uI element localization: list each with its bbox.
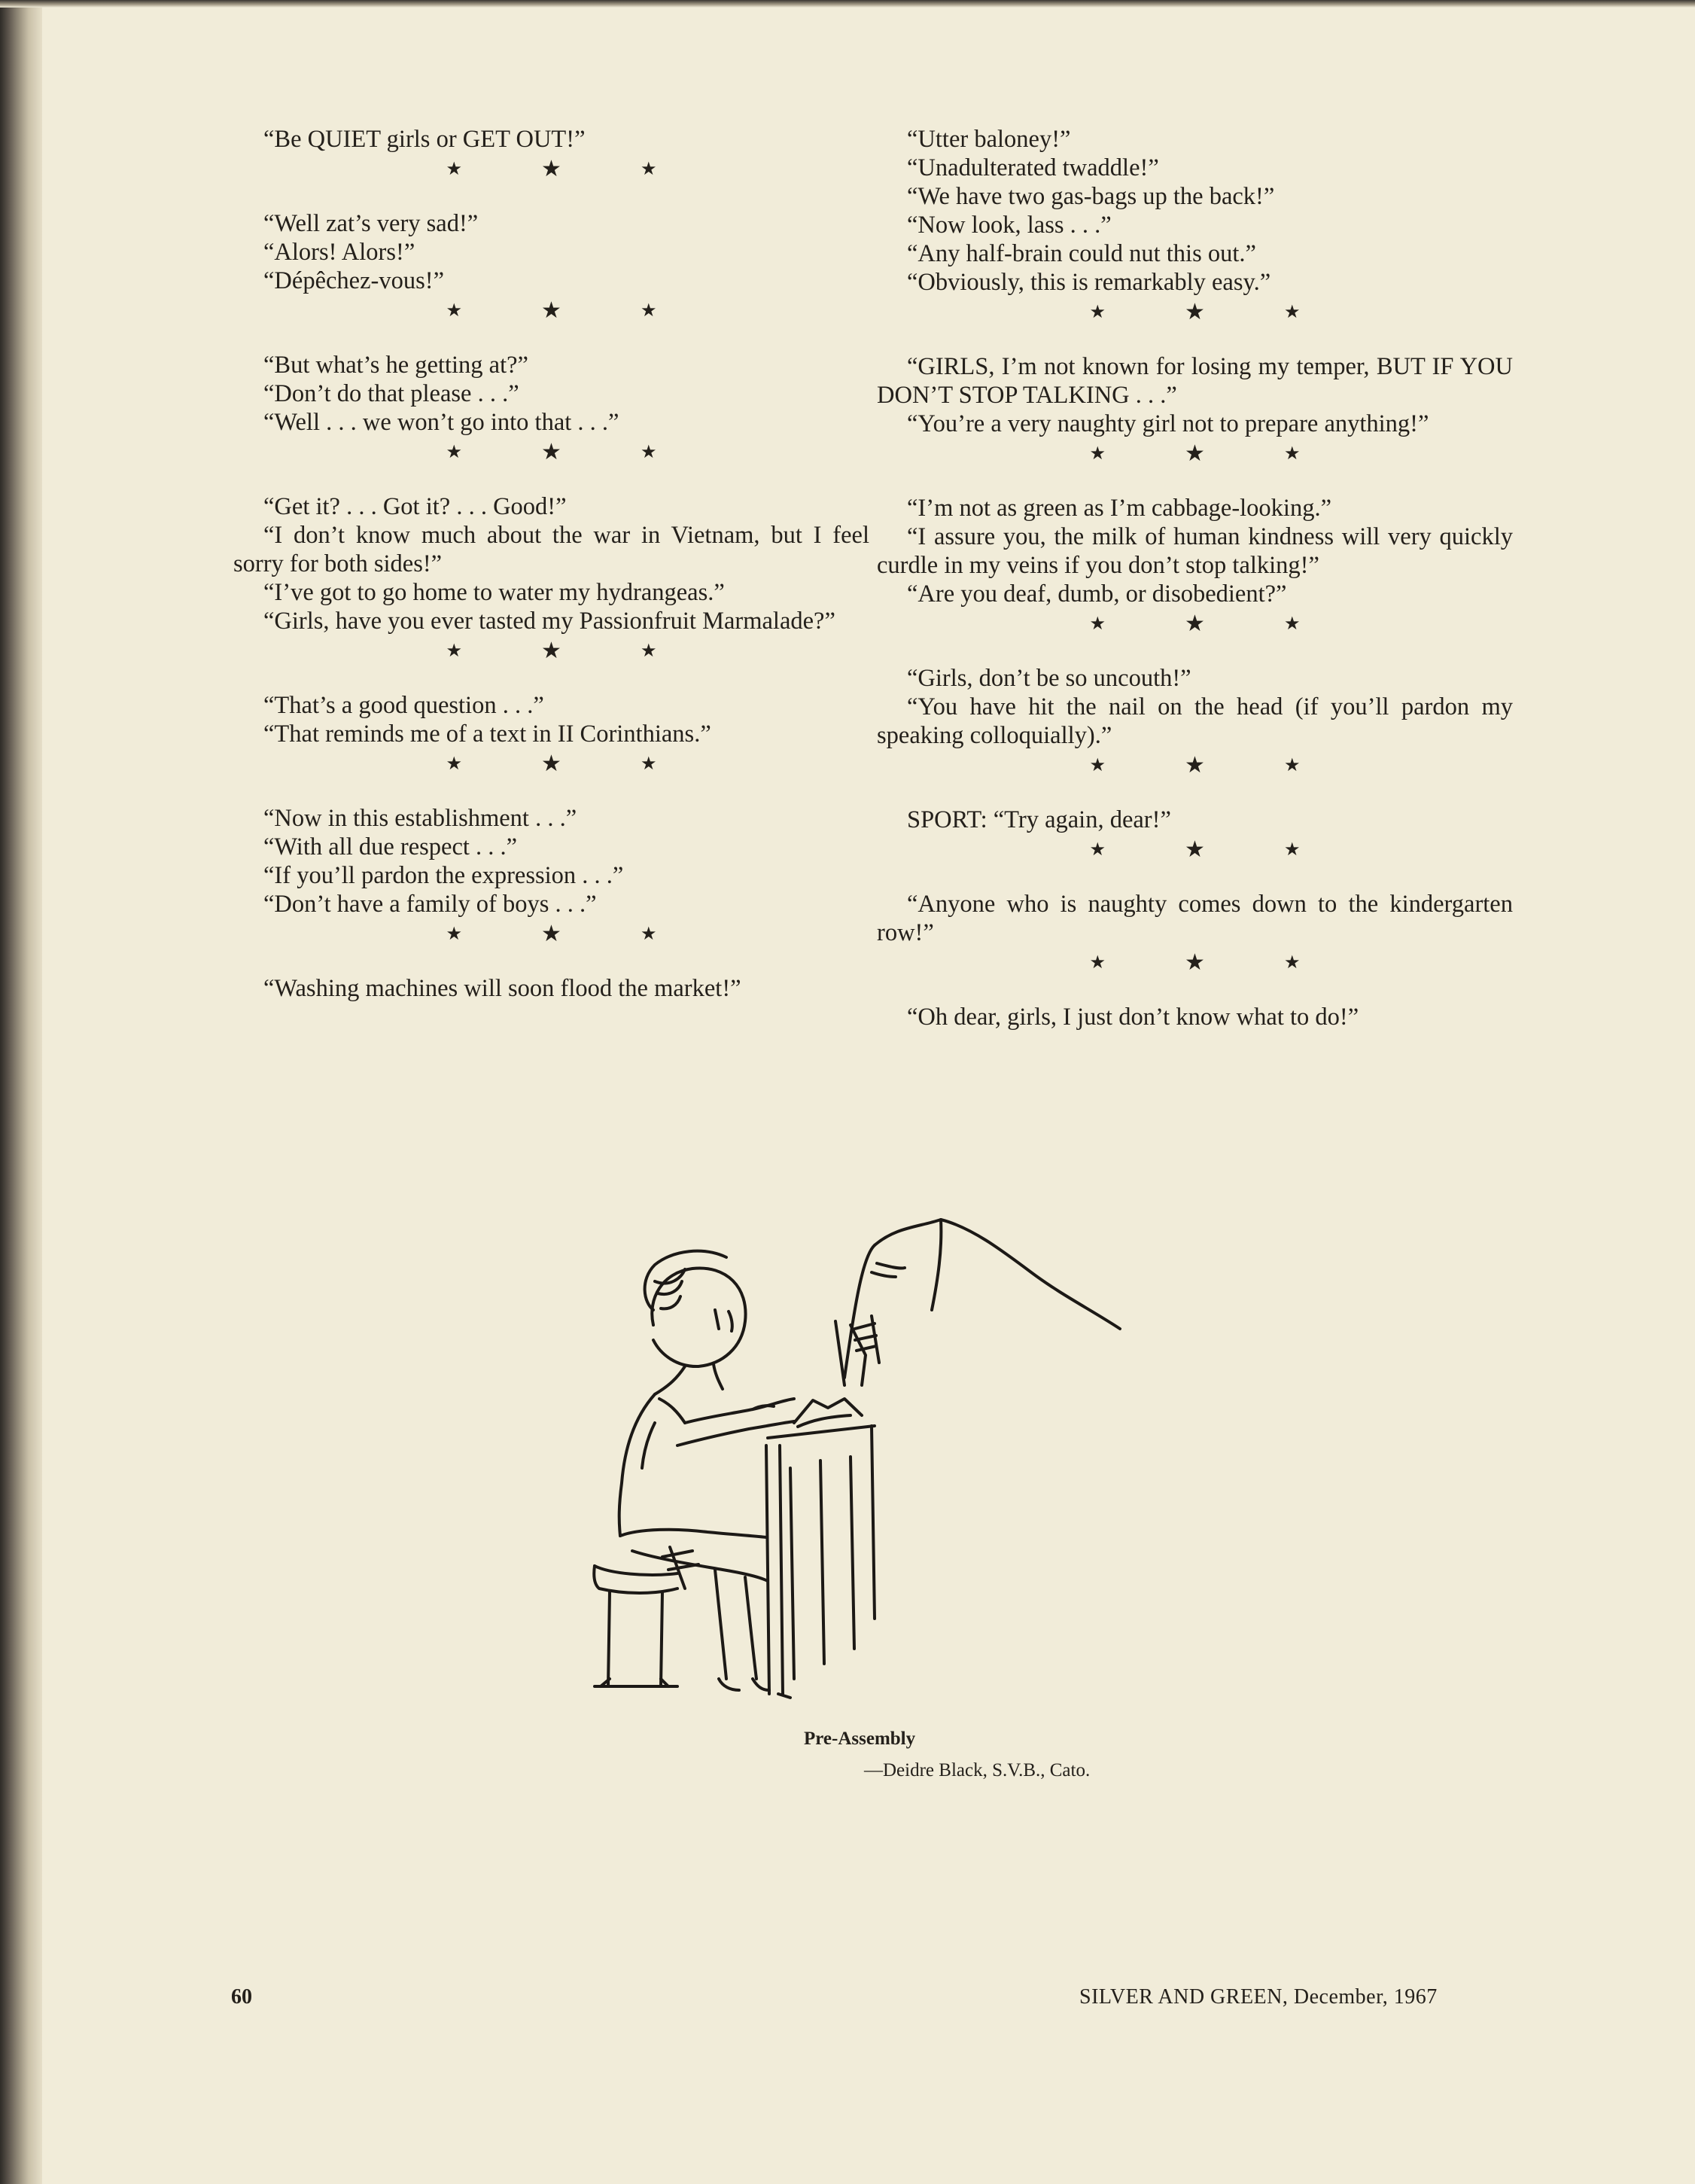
quote-block <box>233 974 869 1003</box>
illustration-caption-credit: —Deidre Black, S.V.B., Cato. <box>864 1760 1091 1780</box>
quote-paragraph: “You have hit the nail on the head (if you’ll pardon my speaking colloquially).” <box>877 693 1513 749</box>
star-icon: ★ <box>541 751 561 776</box>
quote-line: “Obviously, this is remarkably easy.” <box>907 269 1271 296</box>
quote-line: “Oh dear, girls, I just don’t know what to do!” <box>907 1004 1359 1031</box>
page-number: 60 <box>231 1985 252 2009</box>
star-icon: ★ <box>1185 837 1205 862</box>
quote-line: “Don’t do that please . . .” <box>263 380 519 407</box>
quote-line: “Now in this establishment . . .” <box>263 805 577 832</box>
quote-paragraph: “You’re a very naughty girl not to prepare anything!” <box>907 410 1429 437</box>
star-icon: ★ <box>446 160 463 179</box>
star-icon: ★ <box>1185 611 1205 636</box>
quote-line: “Any half-brain could nut this out.” <box>907 240 1256 267</box>
star-separator <box>877 298 1513 327</box>
star-separator <box>877 949 1513 977</box>
star-icon: ★ <box>1185 441 1205 466</box>
left-column <box>233 125 869 1003</box>
star-separator <box>877 440 1513 468</box>
star-icon: ★ <box>640 641 657 661</box>
star-icon: ★ <box>541 440 561 465</box>
star-separator <box>233 155 869 184</box>
quote-paragraph: “I don’t know much about the war in Vietnam, but I feel sorry for both sides!” <box>233 522 869 577</box>
star-separator <box>877 751 1513 780</box>
quote-paragraph: “Anyone who is naughty comes down to the kindergarten row!” <box>877 891 1513 946</box>
quote-block <box>233 351 869 437</box>
quote-line: “If you’ll pardon the expression . . .” <box>263 862 624 889</box>
page-top-edge <box>0 0 1695 8</box>
piano-girl-illustration <box>564 1197 1242 1724</box>
star-icon: ★ <box>640 301 657 321</box>
star-icon: ★ <box>640 924 657 944</box>
star-icon: ★ <box>541 298 561 323</box>
star-icon: ★ <box>640 443 657 462</box>
quote-block <box>233 209 869 295</box>
quote-paragraph: “I’m not as green as I’m cabbage-looking.” <box>907 495 1332 522</box>
star-icon: ★ <box>1089 953 1106 973</box>
quote-line: “Alors! Alors!” <box>263 239 415 266</box>
star-icon: ★ <box>1283 953 1301 973</box>
star-separator <box>877 610 1513 638</box>
quote-block <box>877 1003 1513 1031</box>
star-icon: ★ <box>446 754 463 774</box>
running-footer-title: SILVER AND GREEN, December, 1967 <box>1079 1985 1438 2009</box>
quote-line: “That’s a good question . . .” <box>263 692 544 719</box>
quote-paragraph: “Girls, don’t be so uncouth!” <box>907 665 1191 692</box>
star-icon: ★ <box>446 924 463 944</box>
quote-line: “Washing machines will soon flood the market!” <box>263 975 741 1002</box>
star-icon: ★ <box>1283 756 1301 775</box>
star-icon: ★ <box>1089 840 1106 860</box>
star-icon: ★ <box>446 301 463 321</box>
star-icon: ★ <box>1185 950 1205 975</box>
quote-line: “We have two gas-bags up the back!” <box>907 183 1275 210</box>
quote-line: “Now look, lass . . .” <box>907 212 1112 239</box>
quote-paragraph: “Are you deaf, dumb, or disobedient?” <box>907 580 1287 608</box>
quote-line: “With all due respect . . .” <box>263 833 518 861</box>
quote-block <box>233 125 869 154</box>
quote-paragraph: “GIRLS, I’m not known for losing my temper, BUT IF YOU DON’T STOP TALKING . . .” <box>877 353 1513 409</box>
book-binding-edge <box>0 0 42 2184</box>
right-column <box>877 125 1513 1031</box>
quote-paragraph: “I’ve got to go home to water my hydrangeas.” <box>263 579 725 606</box>
quote-line: “Unadulterated twaddle!” <box>907 154 1159 181</box>
star-icon: ★ <box>1185 753 1205 778</box>
star-icon: ★ <box>640 160 657 179</box>
star-icon: ★ <box>1185 300 1205 324</box>
star-icon: ★ <box>541 157 561 181</box>
quote-block <box>233 804 869 918</box>
star-separator <box>233 438 869 467</box>
quote-paragraph: “Get it? . . . Got it? . . . Good!” <box>263 493 567 520</box>
quote-block <box>877 125 1513 297</box>
quote-block <box>877 494 1513 608</box>
quote-line: SPORT: “Try again, dear!” <box>907 806 1171 833</box>
star-icon: ★ <box>541 638 561 663</box>
star-icon: ★ <box>1283 444 1301 464</box>
quote-block <box>233 492 869 635</box>
star-icon: ★ <box>1089 756 1106 775</box>
star-icon: ★ <box>640 754 657 774</box>
star-separator <box>233 750 869 778</box>
quote-block <box>877 352 1513 438</box>
star-icon: ★ <box>541 921 561 946</box>
quote-paragraph: “I assure you, the milk of human kindness will very quickly curdle in my veins if you don’t stop talking!” <box>877 523 1513 579</box>
quote-line: “Well zat’s very sad!” <box>263 210 479 237</box>
quote-block <box>233 691 869 748</box>
star-icon: ★ <box>1089 303 1106 322</box>
star-icon: ★ <box>1283 840 1301 860</box>
quote-block <box>877 890 1513 947</box>
star-separator <box>233 297 869 325</box>
quote-line: “That reminds me of a text in II Corinthians.” <box>263 720 711 748</box>
quote-line: “Dépêchez-vous!” <box>263 267 444 294</box>
star-icon: ★ <box>1283 614 1301 634</box>
quote-block <box>877 806 1513 834</box>
star-icon: ★ <box>446 641 463 661</box>
quote-line: “Be QUIET girls or GET OUT!” <box>263 126 586 153</box>
quote-block <box>877 664 1513 750</box>
star-icon: ★ <box>1089 444 1106 464</box>
quote-line: “Well . . . we won’t go into that . . .” <box>263 409 619 436</box>
quote-line: “But what’s he getting at?” <box>263 352 528 379</box>
quote-line: “Don’t have a family of boys . . .” <box>263 891 597 918</box>
star-icon: ★ <box>446 443 463 462</box>
star-separator <box>877 836 1513 864</box>
illustration-caption-title: Pre-Assembly <box>804 1729 916 1749</box>
star-separator <box>233 637 869 666</box>
star-icon: ★ <box>1089 614 1106 634</box>
quote-paragraph: “Girls, have you ever tasted my Passionfruit Marmalade?” <box>263 608 835 635</box>
quote-line: “Utter baloney!” <box>907 126 1071 153</box>
star-separator <box>233 920 869 949</box>
star-icon: ★ <box>1283 303 1301 322</box>
